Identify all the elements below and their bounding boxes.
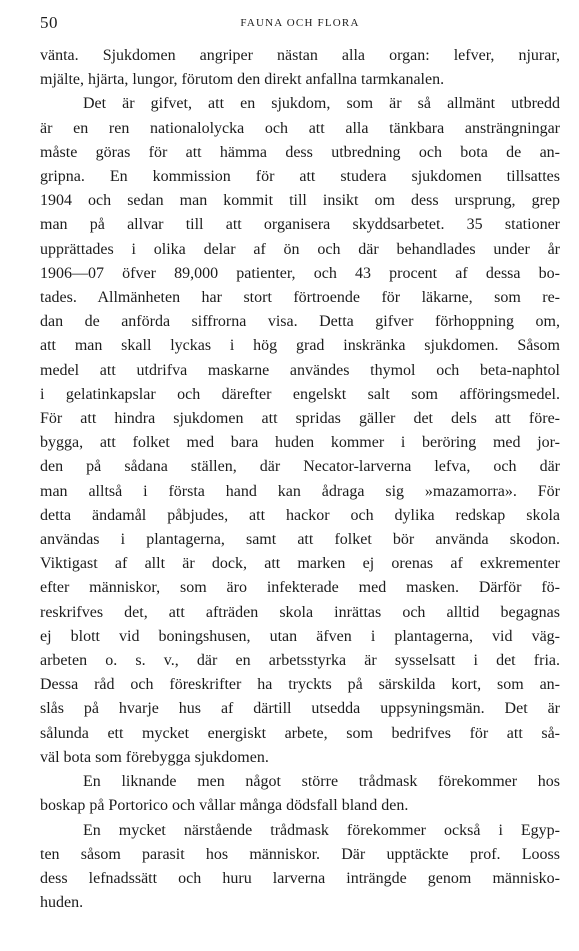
- text-line: ten såsom parasit hos människor. Där upptäckte prof. Looss: [40, 845, 560, 863]
- text-line: väl bota som förebygga sjukdomen.: [40, 748, 269, 766]
- text-line: måste göras för att hämma dess utbredning och bota de an-: [40, 143, 560, 161]
- text-line: Det är gifvet, att en sjukdom, som är så allmänt utbredd: [83, 95, 560, 113]
- paragraph: [40, 44, 560, 92]
- text-line: gripna. En kommission för att studera sjukdomen tillsattes: [40, 168, 560, 186]
- text-line: slås på hvarje hus af därtill utsedda uppsyningsmän. Det är: [40, 700, 560, 718]
- text-line: Viktigast af allt är dock, att marken ej orenas af exkrementer: [40, 555, 560, 573]
- text-line: användas i plantagerna, samt att folket bör använda skodon.: [40, 531, 560, 549]
- page-header: [40, 13, 560, 33]
- text-line: huden.: [40, 894, 84, 912]
- text-line: En mycket närstående trådmask förekommer också i Egyp-: [83, 821, 560, 839]
- text-line: sålunda ett mycket energiskt arbete, som bedrifves för att så-: [40, 724, 560, 742]
- text-line: den på sådana ställen, där Necator-larverna lefva, och där: [40, 458, 560, 476]
- text-line: man alltså i första hand kan ådraga sig »mazamorra». För: [40, 482, 560, 500]
- text-line: är en ren nationalolycka och att alla tänkbara ansträngningar: [40, 119, 560, 137]
- text-line: detta ändamål påbjudes, att hackor och dylika redskap skola: [40, 506, 560, 524]
- text-line: att man skall lyckas i hög grad inskränka sjukdomen. Såsom: [40, 337, 560, 355]
- paragraph: [40, 819, 560, 916]
- page-number: 50: [40, 13, 58, 32]
- text-line: i gelatinkapslar och därefter engelskt salt som afföringsmedel.: [40, 385, 560, 403]
- text-line: reskrifves det, att afträden skola inrättas och alltid begagnas: [40, 603, 560, 621]
- text-line: 1906—07 öfver 89,000 patienter, och 43 procent af dessa bo-: [40, 264, 560, 282]
- text-line: mjälte, hjärta, lungor, förutom den direkt anfallna tarmkanalen.: [40, 71, 445, 89]
- text-line: Dessa råd och föreskrifter ha tryckts på särskilda kort, som an-: [40, 676, 560, 694]
- text-line: efter människor, som äro infekterade med masken. Därför fö-: [40, 579, 560, 597]
- text-line: bygga, att folket med bara huden kommer i beröring med jor-: [40, 434, 560, 452]
- body-text: [40, 44, 560, 915]
- text-line: boskap på Portorico och vållar många dödsfall bland den.: [40, 797, 409, 815]
- paragraph: [40, 92, 560, 770]
- text-line: vänta. Sjukdomen angriper nästan alla organ: lefver, njurar,: [40, 47, 560, 64]
- text-line: dan de anförda siffrorna visa. Detta gifver förhoppning om,: [40, 313, 560, 331]
- running-head: FAUNA OCH FLORA: [240, 17, 360, 29]
- text-line: För att hindra sjukdomen att spridas gäller det dels att före-: [40, 410, 560, 428]
- paragraph: [40, 770, 560, 818]
- text-line: ej blott vid boningshusen, utan äfven i plantagerna, vid väg-: [40, 627, 560, 645]
- text-line: tades. Allmänheten har stort förtroende för läkarne, som re-: [40, 289, 560, 307]
- text-line: upprättades i olika delar af ön och där behandlades under år: [40, 240, 560, 258]
- text-line: dess lefnadssätt och huru larverna inträngde genom människo-: [40, 869, 560, 887]
- text-line: arbeten o. s. v., där en arbetsstyrka är sysselsatt i det fria.: [40, 652, 560, 670]
- text-line: 1904 och sedan man kommit till insikt om dess ursprung, grep: [40, 192, 560, 210]
- text-line: En liknande men något större trådmask förekommer hos: [83, 773, 560, 791]
- text-line: man på allvar till att organisera skyddsarbetet. 35 stationer: [40, 216, 560, 234]
- text-line: medel att utdrifva maskarne användes thymol och beta-naphtol: [40, 361, 560, 379]
